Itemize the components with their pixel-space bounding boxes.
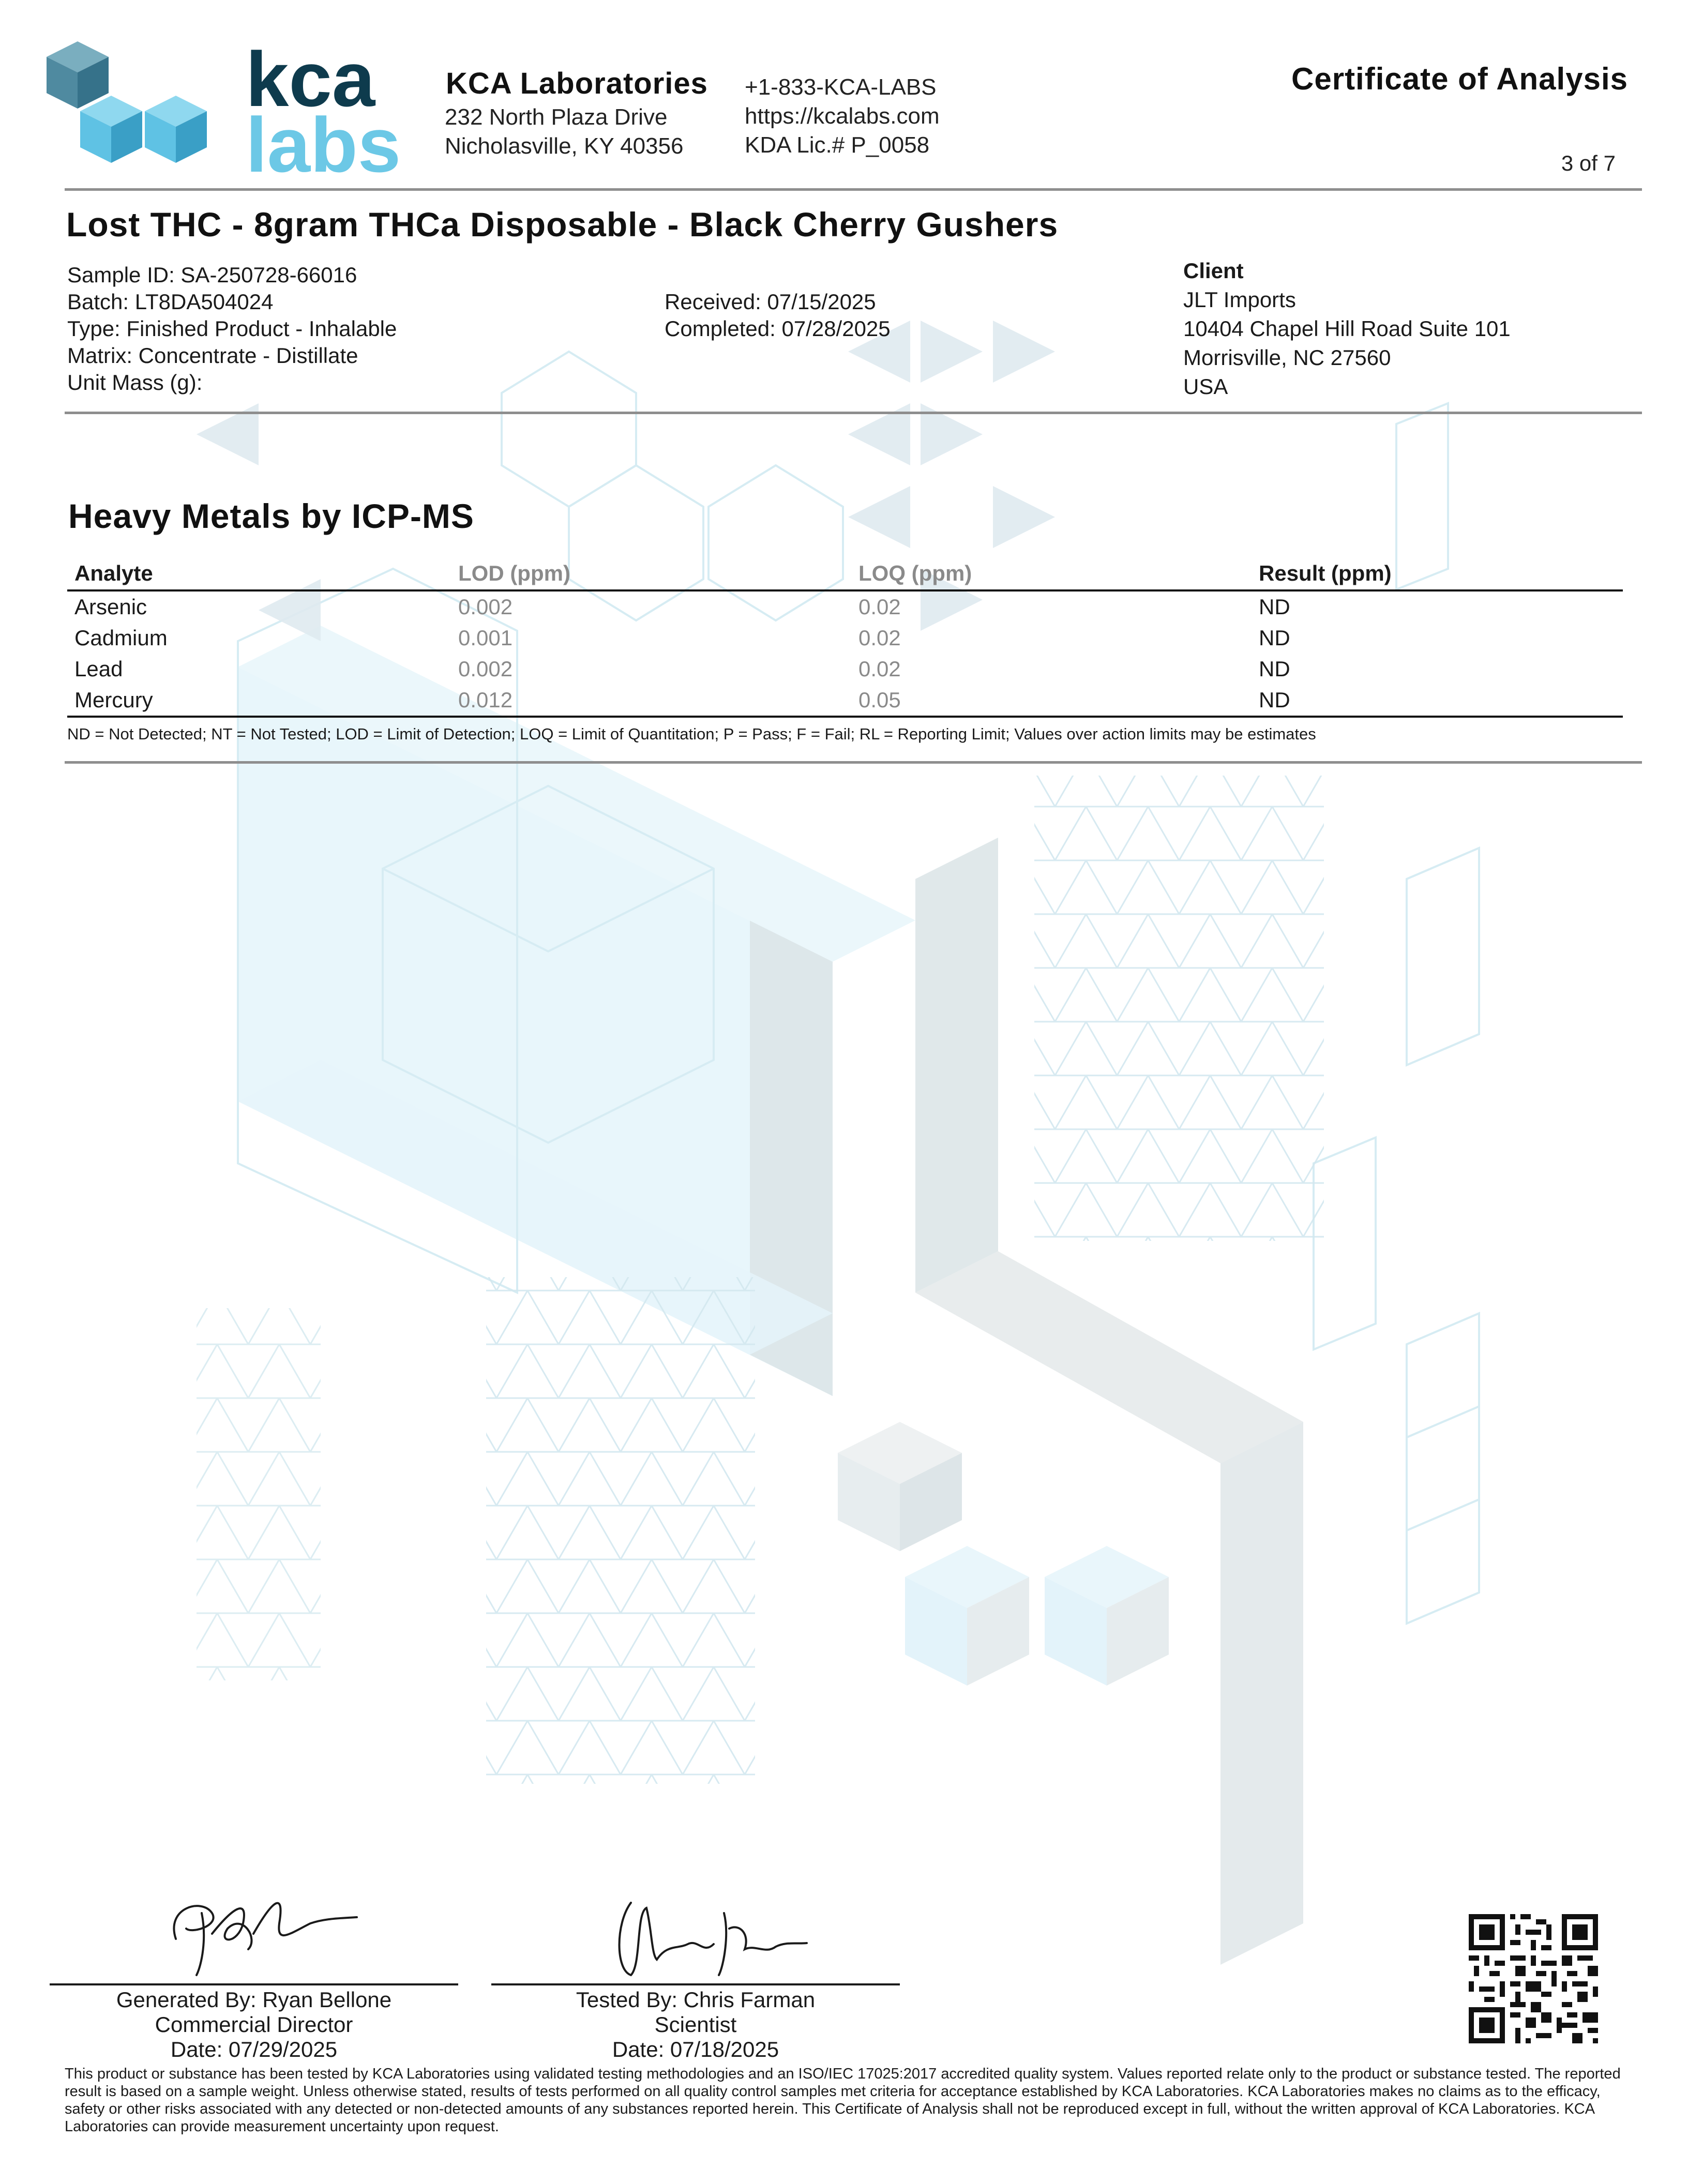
completed-date: Completed: 07/28/2025 (665, 316, 891, 341)
document-title: Certificate of Analysis (1291, 62, 1628, 96)
table-bottom-rule (65, 761, 1642, 764)
tested-by-block (491, 1988, 900, 2062)
result: ND (1259, 595, 1290, 619)
table-row (67, 623, 1623, 654)
section-title: Heavy Metals by ICP-MS (68, 497, 474, 535)
col-loq: LOQ (ppm) (858, 561, 972, 585)
received-date: Received: 07/15/2025 (665, 290, 876, 314)
table-header-row (67, 557, 1623, 590)
signature-chris-farman (600, 1882, 817, 1985)
lab-address-line1: 232 North Plaza Drive (445, 104, 668, 130)
unit-mass: Unit Mass (g): (67, 370, 203, 395)
header-rule (65, 188, 1642, 191)
loq: 0.02 (858, 595, 901, 619)
lab-phone: +1-833-KCA-LABS (745, 74, 937, 100)
lab-address-line2: Nicholasville, KY 40356 (445, 133, 684, 159)
lod: 0.001 (458, 626, 513, 650)
qr-code-icon[interactable] (1469, 1914, 1598, 2043)
logo-text-kca: kca (246, 36, 375, 123)
client-name: JLT Imports (1183, 287, 1296, 312)
signature-ryan-bellone (155, 1877, 372, 1980)
sample-id: Sample ID: SA-250728-66016 (67, 263, 357, 287)
generated-date: Date: 07/29/2025 (170, 2037, 338, 2061)
product-type: Type: Finished Product - Inhalable (67, 316, 397, 341)
lab-license: KDA Lic.# P_0058 (745, 132, 930, 158)
client-address-line1: 10404 Chapel Hill Road Suite 101 (1183, 316, 1511, 341)
tested-by: Tested By: Chris Farman (576, 1988, 816, 2012)
dates (665, 289, 891, 342)
loq: 0.05 (858, 688, 901, 712)
col-result: Result (ppm) (1259, 561, 1392, 585)
tested-date: Date: 07/18/2025 (612, 2037, 779, 2061)
loq: 0.02 (858, 657, 901, 681)
col-analyte: Analyte (74, 561, 153, 585)
client-country: USA (1183, 374, 1228, 399)
result: ND (1259, 626, 1290, 650)
analyte: Lead (74, 657, 123, 681)
analyte: Cadmium (74, 626, 168, 650)
sample-meta (67, 262, 397, 396)
heavy-metals-table (67, 557, 1623, 718)
signature-line-tested (491, 1983, 900, 1985)
table-row (67, 685, 1623, 717)
analyte: Arsenic (74, 595, 147, 619)
client-heading: Client (1183, 259, 1244, 283)
loq: 0.02 (858, 626, 901, 650)
batch: Batch: LT8DA504024 (67, 290, 274, 314)
generated-title: Commercial Director (155, 2012, 353, 2037)
kca-labs-logo (41, 36, 414, 186)
lab-name: KCA Laboratories (446, 67, 708, 100)
result: ND (1259, 688, 1290, 712)
disclaimer: This product or substance has been tested by KCA Laboratories using validated testing methodologies and an ISO/IEC 17025:2017 accredited quality system. Values reported relate only to the product or substance tested. The reported result is based on a sample weight. Unless otherwise stated, results of tests performed on all quality control samples met criteria for acceptance established by KCA Laboratories. KCA Laboratories makes no claims as to the efficacy, safety or other risks associated with any detected or non-detected amounts of any substances reported herein. This Certificate of Analysis shall not be reproduced except in full, without the written approval of KCA Laboratories. KCA Laboratories can provide measurement uncertainty upon request. (65, 2066, 1621, 2135)
lod: 0.002 (458, 595, 513, 619)
lab-website[interactable]: https://kcalabs.com (745, 103, 940, 129)
client-address-line2: Morrisville, NC 27560 (1183, 345, 1391, 370)
meta-rule (65, 412, 1642, 414)
generated-by: Generated By: Ryan Bellone (116, 1988, 392, 2012)
table-row (67, 590, 1623, 623)
analyte: Mercury (74, 688, 153, 712)
col-lod: LOD (ppm) (458, 561, 570, 585)
generated-by-block (50, 1988, 458, 2062)
client-block (1183, 256, 1511, 401)
lod: 0.002 (458, 657, 513, 681)
logo-text-labs: labs (246, 101, 401, 186)
result: ND (1259, 657, 1290, 681)
page-number: 3 of 7 (1561, 151, 1616, 175)
table-row (67, 654, 1623, 685)
product-title: Lost THC - 8gram THCa Disposable - Black Cherry Gushers (66, 205, 1059, 244)
table-legend: ND = Not Detected; NT = Not Tested; LOD = Limit of Detection; LOQ = Limit of Quantitation; P = Pass; F = Fail; RL = Reporting Limit; Values over action limits may be estimates (67, 725, 1316, 743)
matrix: Matrix: Concentrate - Distillate (67, 343, 358, 368)
tested-title: Scientist (654, 2012, 737, 2037)
lod: 0.012 (458, 688, 513, 712)
signature-line-generated (50, 1983, 458, 1985)
